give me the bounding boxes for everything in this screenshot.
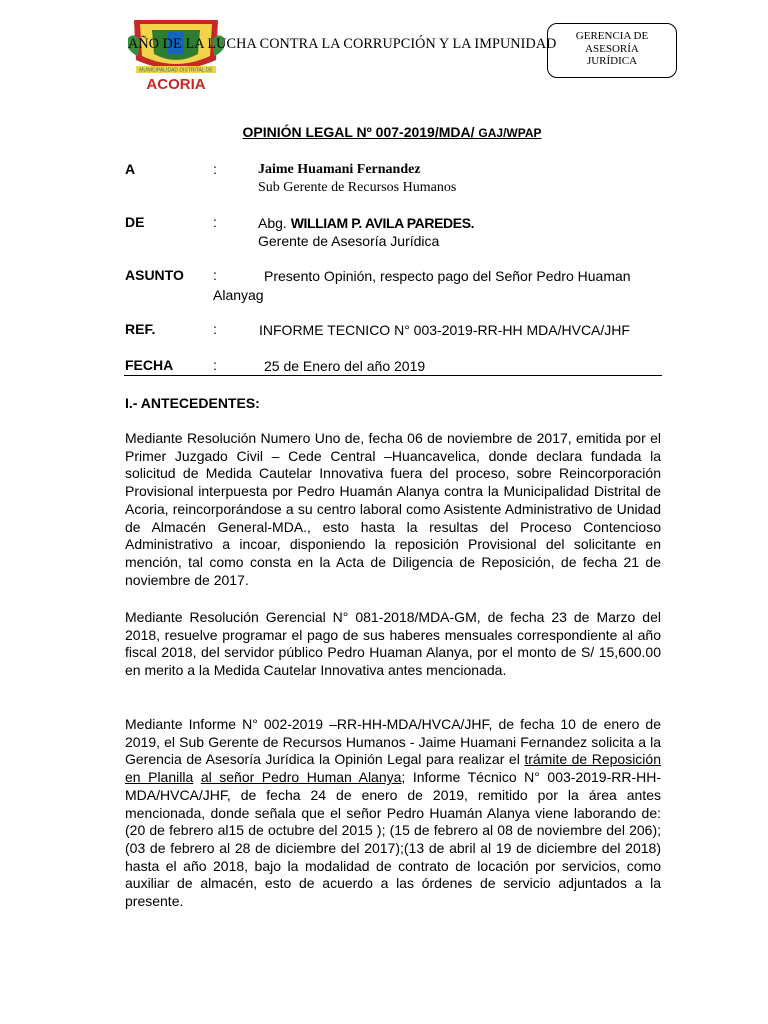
paragraph-3-part-c: ; Informe Técnico N° 003-2019-RR-HH-MDA/HVCA/JHF, de fecha 24 de enero de 2019, remitido por la área antes mencionada, donde señala que el señor Pedro Huamán Alanya viene laborando de: (20 de febrero al15 de octubre del 2015 ); (15 de febrero al 08 de noviembre del 206);(03 de febrero al 28 de diciembre del 2017);(13 de abril al 19 de diciembre del 2018) hasta el año 2018, bajo la modalidad de contrato de locación por servicios, como auxiliar de almacén, esto de acuerdo a las órdenes de servicio adjuntados a la presente.	[125, 769, 662, 910]
sender-line	[258, 214, 474, 232]
field-asunto-colon: :	[213, 267, 217, 283]
header-divider	[124, 375, 662, 376]
document-title	[0, 124, 768, 140]
sender-name: WILLIAM P. AVILA PAREDES.	[290, 215, 475, 231]
recipient-role: Sub Gerente de Recursos Humanos	[258, 180, 457, 195]
field-a-label: A	[125, 161, 136, 177]
sender-role: Gerente de Asesoría Jurídica	[258, 233, 440, 249]
field-asunto-label: ASUNTO	[125, 267, 184, 283]
title-main: OPINIÓN LEGAL Nº 007-2019/MDA/	[242, 124, 479, 140]
stamp-line-1: GERENCIA DE	[575, 30, 649, 42]
reference-value: INFORME TECNICO N° 003-2019-RR-HH MDA/HVCA/JHF	[259, 322, 630, 338]
subject-line-2: Alanyag	[213, 287, 264, 303]
municipality-logo	[126, 14, 226, 94]
stamp-line-2: ASESORÍA	[585, 42, 639, 55]
title-tail: GAJ/WPAP	[478, 126, 542, 140]
field-de-label: DE	[125, 214, 145, 230]
paragraph-3	[125, 716, 661, 911]
logo-name: ACORIA	[146, 76, 206, 93]
recipient-name: Jaime Huamani Fernandez	[258, 162, 421, 177]
field-ref-colon: :	[213, 321, 217, 337]
subject-line-1: Presento Opinión, respecto pago del Señor Pedro Huaman	[264, 268, 631, 284]
department-stamp	[547, 23, 677, 78]
paragraph-2: Mediante Resolución Gerencial N° 081-2018/MDA-GM, de fecha 23 de Marzo del 2018, resuelve programar el pago de sus haberes mensuales correspondiente al año fiscal 2018, del servidor público Pedro Huaman Alanya, por el monto de S/ 15,600.00 en merito a la Medida Cautelar Innovativa antes mencionada.	[125, 609, 661, 679]
date-value: 25 de Enero del año 2019	[264, 358, 426, 374]
paragraph-3-underline-1: trámite de Reposición en Planilla	[125, 751, 661, 786]
field-fecha-label: FECHA	[125, 357, 174, 373]
stamp-line-3: JURÍDICA	[586, 55, 638, 67]
field-ref-label: REF.	[125, 321, 156, 337]
paragraph-3-part-b	[193, 769, 201, 785]
header-motto: AÑO DE LA LUCHA CONTRA LA CORRUPCIÓN Y LA IMPUNIDAD	[128, 36, 557, 52]
field-fecha-colon: :	[213, 357, 217, 373]
field-a-colon: :	[213, 161, 217, 177]
field-de-colon: :	[213, 214, 217, 230]
paragraph-3-underline-2: al señor Pedro Human Alanya	[200, 769, 402, 786]
sender-prefix: Abg.	[258, 215, 291, 231]
section-title: I.- ANTECEDENTES:	[125, 395, 260, 411]
paragraph-3-part-a: Mediante Informe N° 002-2019 –RR-HH-MDA/HVCA/JHF, de fecha 10 de enero de 2019, el Sub Gerente de Recursos Humanos - Jaime Huamani Fernandez solicita a la Gerencia de Asesoría Jurídica la Opinión Legal para realizar el	[125, 716, 661, 768]
paragraph-1: Mediante Resolución Numero Uno de, fecha 06 de noviembre de 2017, emitida por el Primer Juzgado Civil – Cede Central –Huancavelica, donde declara fundada la solicitud de Medida Cautelar Innovativa fuera del proceso, sobre Reincorporación Provisional interpuesta por Pedro Huamán Alanya contra la Municipalidad Distrital de Acoria, reincorporándose a su centro laboral como Asistente Administrativo de Unidad de Almacén General-MDA., esto hasta la resultas del Proceso Contencioso Administrativo a incoar, disponiendo la reposición Provisional del solicitante en mención, tal como consta en la Acta de Diligencia de Reposición, de fecha 21 de noviembre de 2017.	[125, 430, 661, 588]
logo-small-text: MUNICIPALIDAD DISTRITAL DE	[139, 67, 213, 74]
